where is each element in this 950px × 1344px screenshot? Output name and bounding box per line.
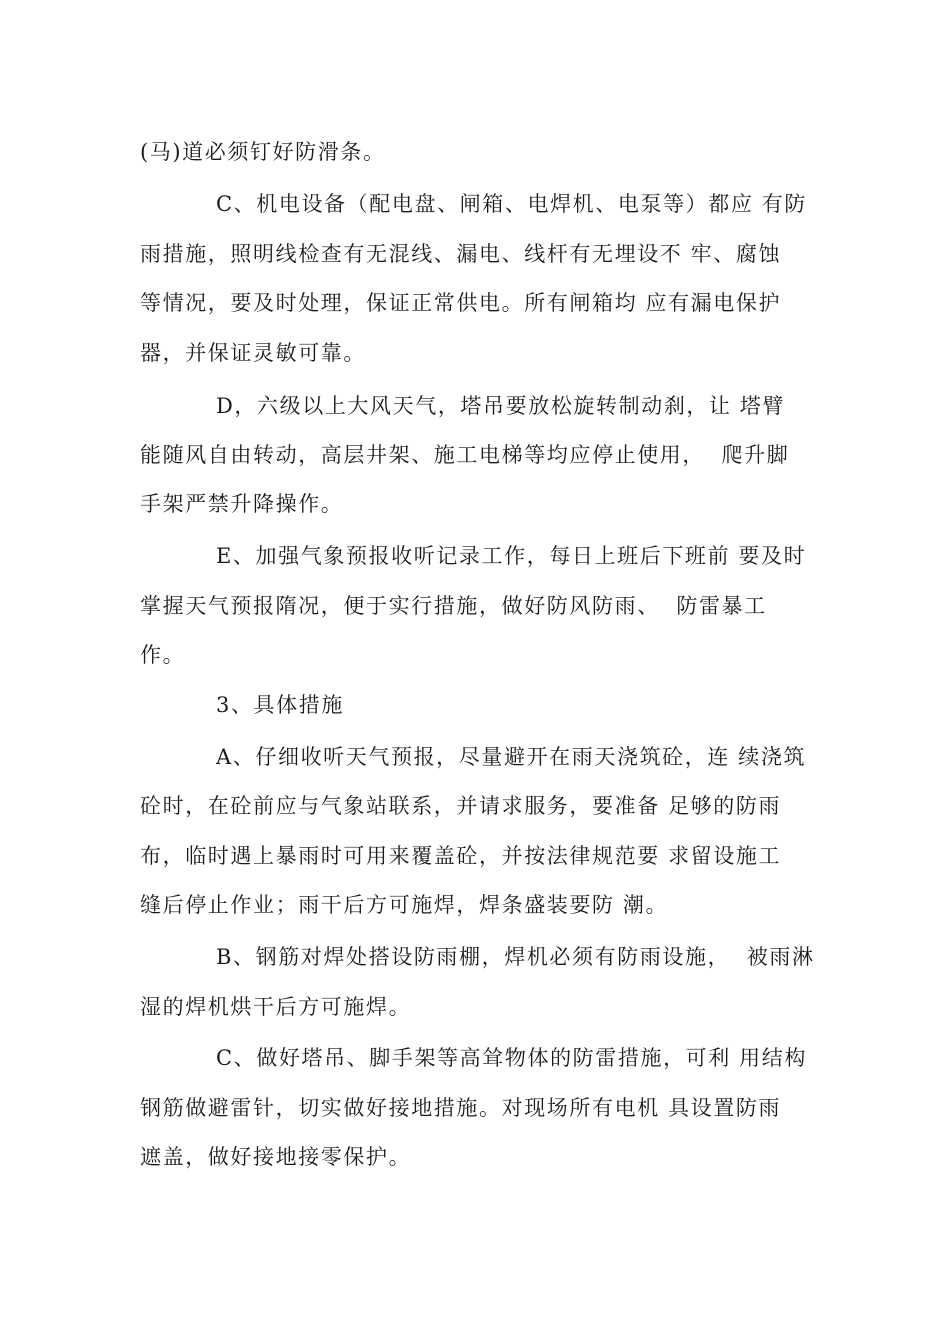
text-line: A、仔细收听天气预报，尽量避开在雨天浇筑砼，连 续浇筑 bbox=[216, 745, 807, 769]
section-heading: 3、具体措施 bbox=[216, 693, 344, 717]
text-line: 钢筋做避雷针，切实做好接地措施。对现场所有电机 具设置防雨 bbox=[140, 1096, 782, 1120]
text-line: C、机电设备（配电盘、闸箱、电焊机、电泵等）都应 有防 bbox=[216, 192, 807, 216]
text-line: 雨措施，照明线检查有无混线、漏电、线杆有无埋设不 牢、腐蚀 bbox=[140, 242, 782, 266]
text-line: B、钢筋对焊处搭设防雨棚，焊机必须有防雨设施， 被雨淋 bbox=[216, 945, 815, 969]
text-line: 布，临时遇上暴雨时可用来覆盖砼，并按法律规范要 求留设施工 bbox=[140, 844, 782, 868]
text-line: C、做好塔吊、脚手架等高耸物体的防雷措施，可利 用结构 bbox=[216, 1046, 807, 1070]
text-line: 能随风自由转动，高层井架、施工电梯等均应停止使用， 爬升脚 bbox=[140, 443, 790, 467]
text-line: (马)道必须钉好防滑条。 bbox=[140, 140, 386, 164]
text-line: 遮盖，做好接地接零保护。 bbox=[140, 1145, 412, 1169]
text-line: 湿的焊机烘干后方可施焊。 bbox=[140, 995, 412, 1019]
text-line: 作。 bbox=[140, 643, 186, 667]
text-line: 砼时，在砼前应与气象站联系，并请求服务，要准备 足够的防雨 bbox=[140, 794, 782, 818]
text-line: 缝后停止作业；雨干后方可施焊，焊条盛装要防 潮。 bbox=[140, 893, 669, 917]
text-line: 掌握天气预报隋况，便于实行措施，做好防风防雨、 防雷暴工 bbox=[140, 594, 767, 618]
text-line: 等情况，要及时处理，保证正常供电。所有闸箱均 应有漏电保护 bbox=[140, 291, 782, 315]
text-line: 器，并保证灵敏可靠。 bbox=[140, 341, 366, 365]
text-line: D，六级以上大风天气，塔吊要放松旋转制动刹，让 塔臂 bbox=[216, 394, 786, 418]
text-line: E、加强气象预报收听记录工作，每日上班后下班前 要及时 bbox=[216, 544, 807, 568]
text-line: 手架严禁升降操作。 bbox=[140, 492, 344, 516]
